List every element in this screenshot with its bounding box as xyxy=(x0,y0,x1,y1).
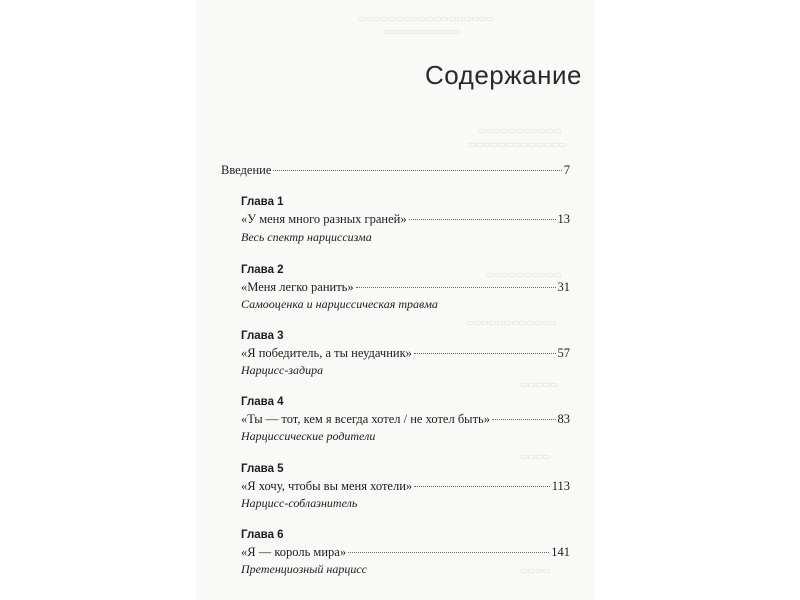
toc-entry-chapter-5[interactable] xyxy=(241,479,570,494)
dot-leader xyxy=(356,287,556,288)
chapter-subtitle: Нарцисс-соблазнитель xyxy=(241,496,358,510)
dot-leader xyxy=(273,170,561,171)
chapter-subtitle: Самооценка и нарциссическая травма xyxy=(241,297,438,311)
chapter-label: Глава 6 xyxy=(241,529,284,541)
chapter-label: Глава 5 xyxy=(241,463,284,475)
page-number: 57 xyxy=(557,346,570,360)
page-number: 13 xyxy=(557,212,570,226)
entry-title: Введение xyxy=(221,163,272,177)
entry-title: «Я хочу, чтобы вы меня хотели» xyxy=(241,479,413,493)
bleed-through-mark: ▭▭▭▭▭▭▭▭▭▭ xyxy=(486,270,562,279)
entry-title: «Ты — тот, кем я всегда хотел / не хотел быть» xyxy=(241,412,490,426)
bleed-through-mark: ▭▭▭▭▭▭▭▭▭▭ xyxy=(385,27,461,36)
page-number: 31 xyxy=(557,280,570,294)
dot-leader xyxy=(409,219,556,220)
chapter-subtitle: Нарциссические родители xyxy=(241,429,376,443)
page-number: 7 xyxy=(563,163,570,177)
dot-leader xyxy=(414,353,556,354)
page-number: 113 xyxy=(551,479,570,493)
chapter-label: Глава 4 xyxy=(241,396,284,408)
entry-title: «У меня много разных граней» xyxy=(241,212,407,226)
bleed-through-mark: ▭▭▭▭ xyxy=(520,452,551,461)
dot-leader xyxy=(492,419,556,420)
toc-heading: Содержание xyxy=(425,60,582,90)
entry-title: «Меня легко ранить» xyxy=(241,280,354,294)
toc-entry-chapter-4[interactable] xyxy=(241,412,570,427)
dot-leader xyxy=(414,486,550,487)
chapter-subtitle: Весь спектр нарциссизма xyxy=(241,230,372,244)
dot-leader xyxy=(348,552,549,553)
toc-entry-intro[interactable] xyxy=(221,163,570,178)
chapter-subtitle: Нарцисс-задира xyxy=(241,363,324,377)
chapter-label: Глава 2 xyxy=(241,264,284,276)
page-number: 83 xyxy=(557,412,570,426)
entry-title: «Я победитель, а ты неудачник» xyxy=(241,346,412,360)
toc-entry-chapter-2[interactable] xyxy=(241,280,570,295)
bleed-through-mark: ▭▭▭▭▭▭▭▭▭▭▭▭▭ xyxy=(468,140,567,149)
bleed-through-mark: ▭▭▭▭▭▭▭▭▭▭▭▭ xyxy=(466,318,557,327)
bleed-through-mark: ▭▭▭▭▭▭▭▭▭▭▭▭▭▭▭▭▭▭ xyxy=(358,14,495,23)
chapter-subtitle: Претенциозный нарцисс xyxy=(241,562,367,576)
entry-title: «Я — король мира» xyxy=(241,545,347,559)
bleed-through-mark: ▭▭▭▭▭▭▭▭▭▭▭ xyxy=(478,126,562,135)
bleed-through-mark: ▭▭▭▭ xyxy=(520,566,551,575)
chapter-label: Глава 3 xyxy=(241,330,284,342)
bleed-through-mark: ▭▭▭▭▭ xyxy=(520,380,558,389)
toc-entry-chapter-3[interactable] xyxy=(241,346,570,361)
toc-entry-chapter-1[interactable] xyxy=(241,212,570,227)
chapter-label: Глава 1 xyxy=(241,196,284,208)
page-number: 141 xyxy=(551,545,570,559)
toc-entry-chapter-6[interactable] xyxy=(241,545,570,560)
